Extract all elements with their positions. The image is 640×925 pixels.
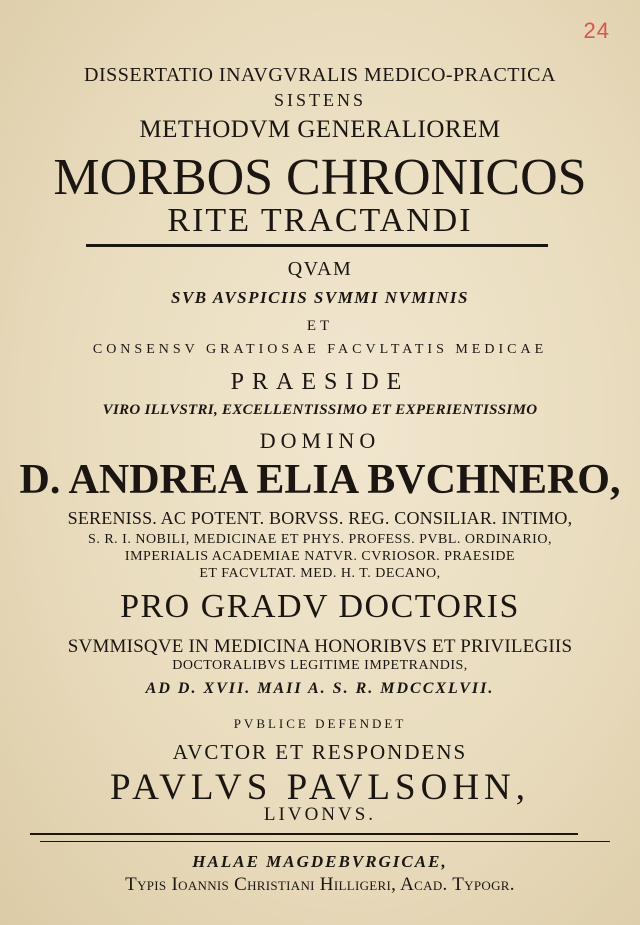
date-line: AD D. XVII. MAII A. S. R. MDCCXLVII.	[145, 680, 495, 697]
quam-line: QVAM	[287, 258, 353, 280]
faculty-consent-line: CONSENSV GRATIOSAE FACVLTATIS MEDICAE	[92, 342, 548, 357]
auspices-line: SVB AVSPICIIS SVMMI NVMINIS	[171, 288, 469, 307]
subtitle-method: METHODVM GENERALIOREM	[139, 116, 501, 143]
praeside-line: PRAESIDE	[230, 369, 410, 395]
imprint-printer: Typis Ioannis Christiani Hilligeri, Acad. Typogr.	[125, 874, 515, 895]
praeses-title-2: S. R. I. NOBILI, MEDICINAE ET PHYS. PROFESS. PVBL. ORDINARIO,	[88, 532, 552, 547]
author-name: PAVLVS PAVLSOHN,	[109, 767, 531, 808]
honors-line-continued: DOCTORALIBVS LEGITIME IMPETRANDIS,	[172, 658, 468, 673]
praeses-name: D. ANDREA ELIA BVCHNERO,	[19, 457, 621, 503]
praeses-title-3: IMPERIALIS ACADEMIAE NATVR. CVRIOSOR. PRAESIDE	[124, 549, 516, 564]
sistens-line: SISTENS	[273, 90, 366, 110]
domino-line: DOMINO	[259, 428, 381, 453]
imprint-place: HALAE MAGDEBVRGICAE,	[192, 852, 448, 871]
author-origin: LIVONVS.	[263, 804, 377, 825]
honorifics-line: VIRO ILLVSTRI, EXCELLENTISSIMO ET EXPERIENTISSIMO	[102, 402, 538, 418]
imprint-rule-top	[30, 833, 578, 835]
honors-line: SVMMISQVE IN MEDICINA HONORIBVS ET PRIVILEGIIS	[67, 636, 573, 657]
main-title: MORBOS CHRONICOS	[53, 149, 587, 206]
title-rule	[86, 244, 548, 247]
praeses-title-1: SERENISS. AC POTENT. BORVSS. REG. CONSILIAR. INTIMO,	[67, 508, 573, 528]
degree-line: PRO GRADV DOCTORIS	[120, 588, 520, 625]
et-line: ET	[306, 318, 334, 334]
defendet-line: PVBLICE DEFENDET	[233, 716, 407, 731]
author-role-line: AVCTOR ET RESPONDENS	[172, 740, 468, 764]
imprint-rule-bottom	[40, 841, 610, 842]
praeses-title-4: ET FACVLTAT. MED. H. T. DECANO,	[199, 566, 441, 581]
page-number: 24	[583, 18, 610, 43]
dissertation-type: DISSERTATIO INAVGVRALIS MEDICO-PRACTICA	[84, 64, 556, 86]
main-title-continued: RITE TRACTANDI	[167, 202, 473, 239]
